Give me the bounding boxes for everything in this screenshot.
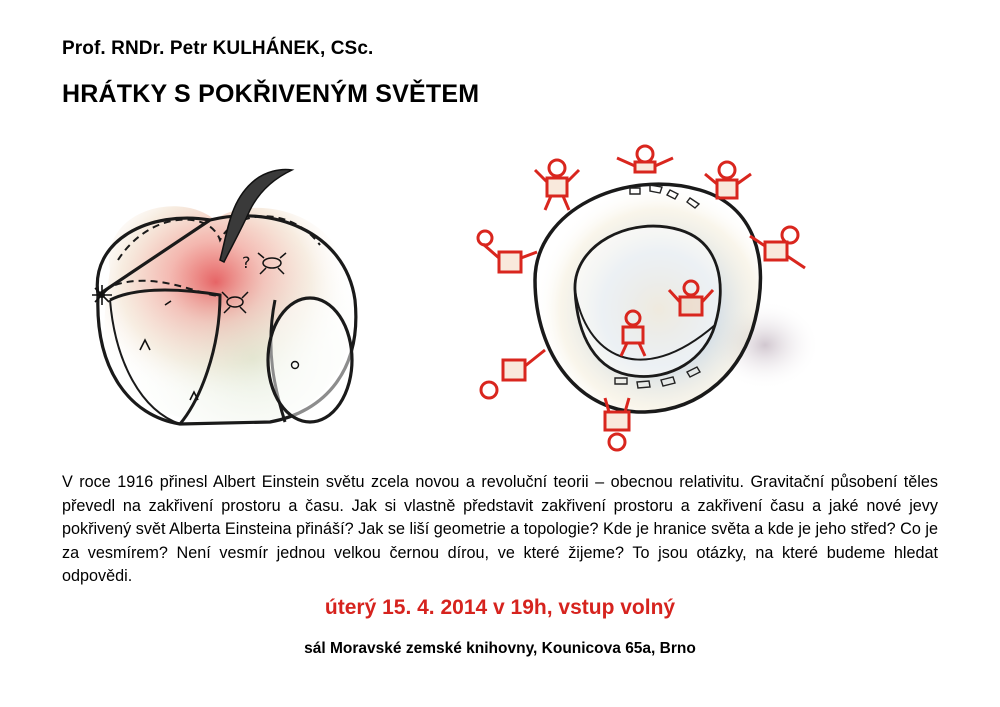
apple-illustration <box>70 150 400 450</box>
event-description: V roce 1916 přinesl Albert Einstein světu zcela novou a revoluční teorii – obecnou relativitu. Gravitační působení těles převedl na zakřivení prostoru a času. Jak si vlastně představit zakřivení prostoru a zakřivení času a jaké nové jevy pokřivený svět Alberta Einsteina přináší? Jak se liší geometrie a topologie? Kde je hranice světa a kde je jeho střed? Co je za vesmírem? Není vesmír jednou velkou černou dírou, ve které žijeme? To jsou otázky, na které budeme hledat odpovědi. <box>62 473 938 586</box>
figure-icon <box>478 231 537 272</box>
svg-text:?: ? <box>242 253 251 272</box>
torus-illustration <box>465 140 825 460</box>
author-name: Prof. RNDr. Petr KULHÁNEK, CSc. <box>62 38 374 59</box>
poster-title: HRÁTKY S POKŘIVENÝM SVĚTEM <box>62 80 480 108</box>
figure-icon <box>535 160 579 210</box>
figure-icon <box>617 146 673 172</box>
event-date-line: úterý 15. 4. 2014 v 19h, vstup volný <box>324 596 676 619</box>
venue-line: sál Moravské zemské knihovny, Kounicova 65a, Brno <box>304 640 696 657</box>
figure-icon <box>481 350 545 398</box>
